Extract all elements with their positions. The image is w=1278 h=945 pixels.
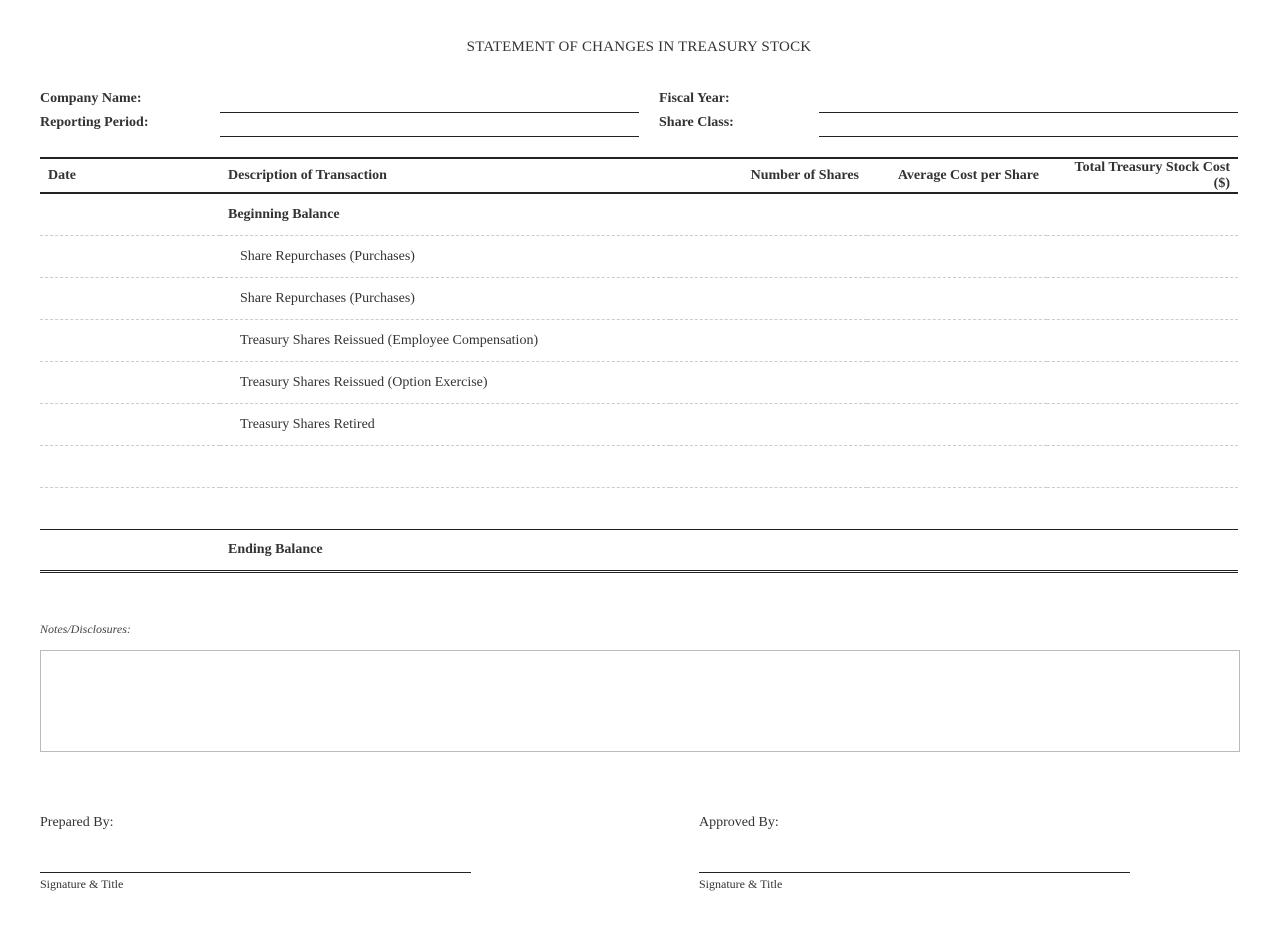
description-cell: Treasury Shares Reissued (Employee Compensation) (220, 320, 670, 362)
avg-cost-cell[interactable] (867, 236, 1047, 278)
column-header-description: Description of Transaction (220, 158, 670, 193)
fiscal-year-field[interactable] (819, 112, 1238, 113)
approved-by-signature-line[interactable] (699, 872, 1130, 873)
description-cell: Treasury Shares Retired (220, 404, 670, 446)
total-cost-cell[interactable] (1047, 404, 1238, 446)
document-title: STATEMENT OF CHANGES IN TREASURY STOCK (466, 39, 812, 55)
reporting-period-field[interactable] (220, 136, 639, 137)
date-cell[interactable] (40, 362, 220, 404)
treasury-stock-table (40, 157, 1238, 573)
date-cell[interactable] (40, 488, 220, 530)
table-header-row (40, 158, 1238, 193)
total-cost-cell[interactable] (1047, 362, 1238, 404)
avg-cost-cell[interactable] (867, 278, 1047, 320)
total-cost-cell[interactable] (1047, 278, 1238, 320)
column-header-total-cost: Total Treasury Stock Cost ($) (1047, 158, 1238, 193)
description-cell[interactable] (220, 446, 670, 488)
date-cell[interactable] (40, 446, 220, 488)
column-header-avg-cost: Average Cost per Share (867, 158, 1047, 193)
prepared-by-caption: Signature & Title (40, 877, 124, 891)
approved-by-label: Approved By: (699, 815, 779, 830)
fiscal-year-label: Fiscal Year: (659, 91, 730, 106)
total-cost-cell[interactable] (1047, 236, 1238, 278)
avg-cost-cell[interactable] (867, 530, 1047, 572)
description-cell: Beginning Balance (220, 193, 670, 236)
shares-cell[interactable] (670, 446, 867, 488)
column-header-date: Date (40, 158, 220, 193)
company-name-label: Company Name: (40, 91, 142, 106)
shares-cell[interactable] (670, 530, 867, 572)
description-cell: Share Repurchases (Purchases) (220, 278, 670, 320)
table-row (40, 404, 1238, 446)
table-row (40, 320, 1238, 362)
total-cost-cell[interactable] (1047, 193, 1238, 236)
column-header-shares: Number of Shares (670, 158, 867, 193)
company-name-field[interactable] (220, 112, 639, 113)
shares-cell[interactable] (670, 193, 867, 236)
avg-cost-cell[interactable] (867, 362, 1047, 404)
table-row (40, 446, 1238, 488)
date-cell[interactable] (40, 404, 220, 446)
avg-cost-cell[interactable] (867, 193, 1047, 236)
description-cell[interactable] (220, 488, 670, 530)
table-row (40, 236, 1238, 278)
date-cell[interactable] (40, 278, 220, 320)
avg-cost-cell[interactable] (867, 446, 1047, 488)
table-row (40, 362, 1238, 404)
date-cell[interactable] (40, 320, 220, 362)
total-cost-cell[interactable] (1047, 446, 1238, 488)
shares-cell[interactable] (670, 278, 867, 320)
approved-by-caption: Signature & Title (699, 877, 783, 891)
description-cell: Share Repurchases (Purchases) (220, 236, 670, 278)
prepared-by-label: Prepared By: (40, 815, 114, 830)
description-cell: Treasury Shares Reissued (Option Exercise) (220, 362, 670, 404)
shares-cell[interactable] (670, 488, 867, 530)
total-cost-cell[interactable] (1047, 320, 1238, 362)
date-cell[interactable] (40, 236, 220, 278)
table-row (40, 278, 1238, 320)
shares-cell[interactable] (670, 404, 867, 446)
notes-textarea[interactable] (40, 650, 1240, 752)
date-cell[interactable] (40, 530, 220, 572)
avg-cost-cell[interactable] (867, 488, 1047, 530)
ending-balance-row (40, 530, 1238, 572)
shares-cell[interactable] (670, 320, 867, 362)
prepared-by-signature-line[interactable] (40, 872, 471, 873)
shares-cell[interactable] (670, 362, 867, 404)
description-cell: Ending Balance (220, 530, 670, 572)
share-class-field[interactable] (819, 136, 1238, 137)
total-cost-cell[interactable] (1047, 530, 1238, 572)
notes-label: Notes/Disclosures: (40, 622, 131, 636)
table-row (40, 488, 1238, 530)
avg-cost-cell[interactable] (867, 404, 1047, 446)
table-row (40, 193, 1238, 236)
reporting-period-label: Reporting Period: (40, 115, 149, 130)
share-class-label: Share Class: (659, 115, 734, 130)
shares-cell[interactable] (670, 236, 867, 278)
avg-cost-cell[interactable] (867, 320, 1047, 362)
date-cell[interactable] (40, 193, 220, 236)
total-cost-cell[interactable] (1047, 488, 1238, 530)
